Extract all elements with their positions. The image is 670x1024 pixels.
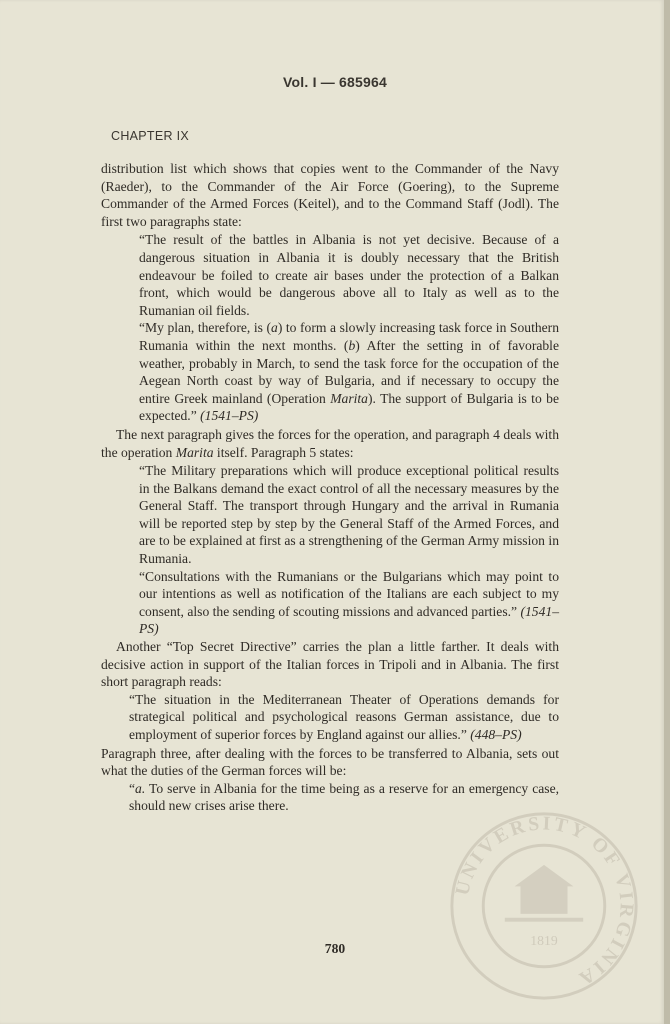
block-quote: “Consultations with the Rumanians or the Bulgarians which may point to our intentions as well as notification of the Italians are each subject to my consent, also the sending of scouting missions and advanced parties.” (1541–PS) bbox=[139, 568, 559, 637]
citation: (1541–PS) bbox=[200, 408, 259, 424]
block-quote: “The result of the battles in Albania is not yet decisive. Because of a dangerous situation in Albania it is doubly necessary that the British endeavour be foiled to create air bases under the protection of a Balkan front, which would be dangerous above all to Italy as well as to the Rumanian oil fields. bbox=[139, 232, 559, 318]
svg-text:UNIVERSITY OF VIRGINIA: UNIVERSITY OF VIRGINIA bbox=[452, 813, 637, 990]
block-quote: “The situation in the Mediterranean Theater of Operations demands for strategical political and psychological reasons German assistance, due to employment of superior forces by England against our allies.” (448–PS) bbox=[129, 691, 559, 742]
paragraph: Another “Top Secret Directive” carries the plan a little farther. It deals with decisive action in support of the Italian forces in Tripoli and in Albania. The first short paragraph reads: bbox=[101, 639, 559, 690]
citation: (1541–PS) bbox=[139, 603, 559, 637]
citation: (448–PS) bbox=[470, 727, 522, 742]
svg-text:1819: 1819 bbox=[530, 933, 558, 949]
paragraph: distribution list which shows that copies went to the Commander of the Navy (Raeder), to the Commander of the Air Force (Goering), to the Supreme Commander of the Armed Forces (Keitel), and to the Command Staff (Jodl). The first two paragraphs state: bbox=[101, 161, 559, 229]
block-quote: “The Military preparations which will produce exceptional political results in the Balkans demand the exact control of all the necessary measures by the General Staff. The transport through Hungary and the arrival in Rumania will be reported step by step by the General Staff of the Armed Forces, and are to be explained at first as a strengthening of the German Army mission in Rumania. bbox=[139, 463, 559, 567]
university-seal-watermark bbox=[446, 808, 642, 1004]
block-quote: “a. To serve in Albania for the time being as a reserve for an emergency case, should new crises arise there. bbox=[129, 780, 559, 814]
page-number: 780 bbox=[324, 941, 346, 956]
running-header: Vol. I — 685964 bbox=[283, 74, 387, 90]
page-edge bbox=[664, 0, 670, 1024]
block-quote: “My plan, therefore, is (a) to form a slowly increasing task force in Southern Rumania within the next months. (b) After the setting in of favorable weather, probably in March, to send the task force for the occupation of the Aegean North coast by way of Bulgaria, and if necessary to occupy the entire Greek mainland (Operation Marita). The support of Bulgaria is to be expected.” (1541–PS) bbox=[139, 320, 560, 424]
body-text bbox=[101, 160, 559, 815]
paragraph: Paragraph three, after dealing with the forces to be transferred to Albania, sets out what the duties of the German forces will be: bbox=[101, 745, 559, 779]
chapter-heading: CHAPTER IX bbox=[111, 129, 190, 143]
paragraph: The next paragraph gives the forces for the operation, and paragraph 4 deals with the operation Marita itself. Paragraph 5 states: bbox=[101, 426, 559, 460]
